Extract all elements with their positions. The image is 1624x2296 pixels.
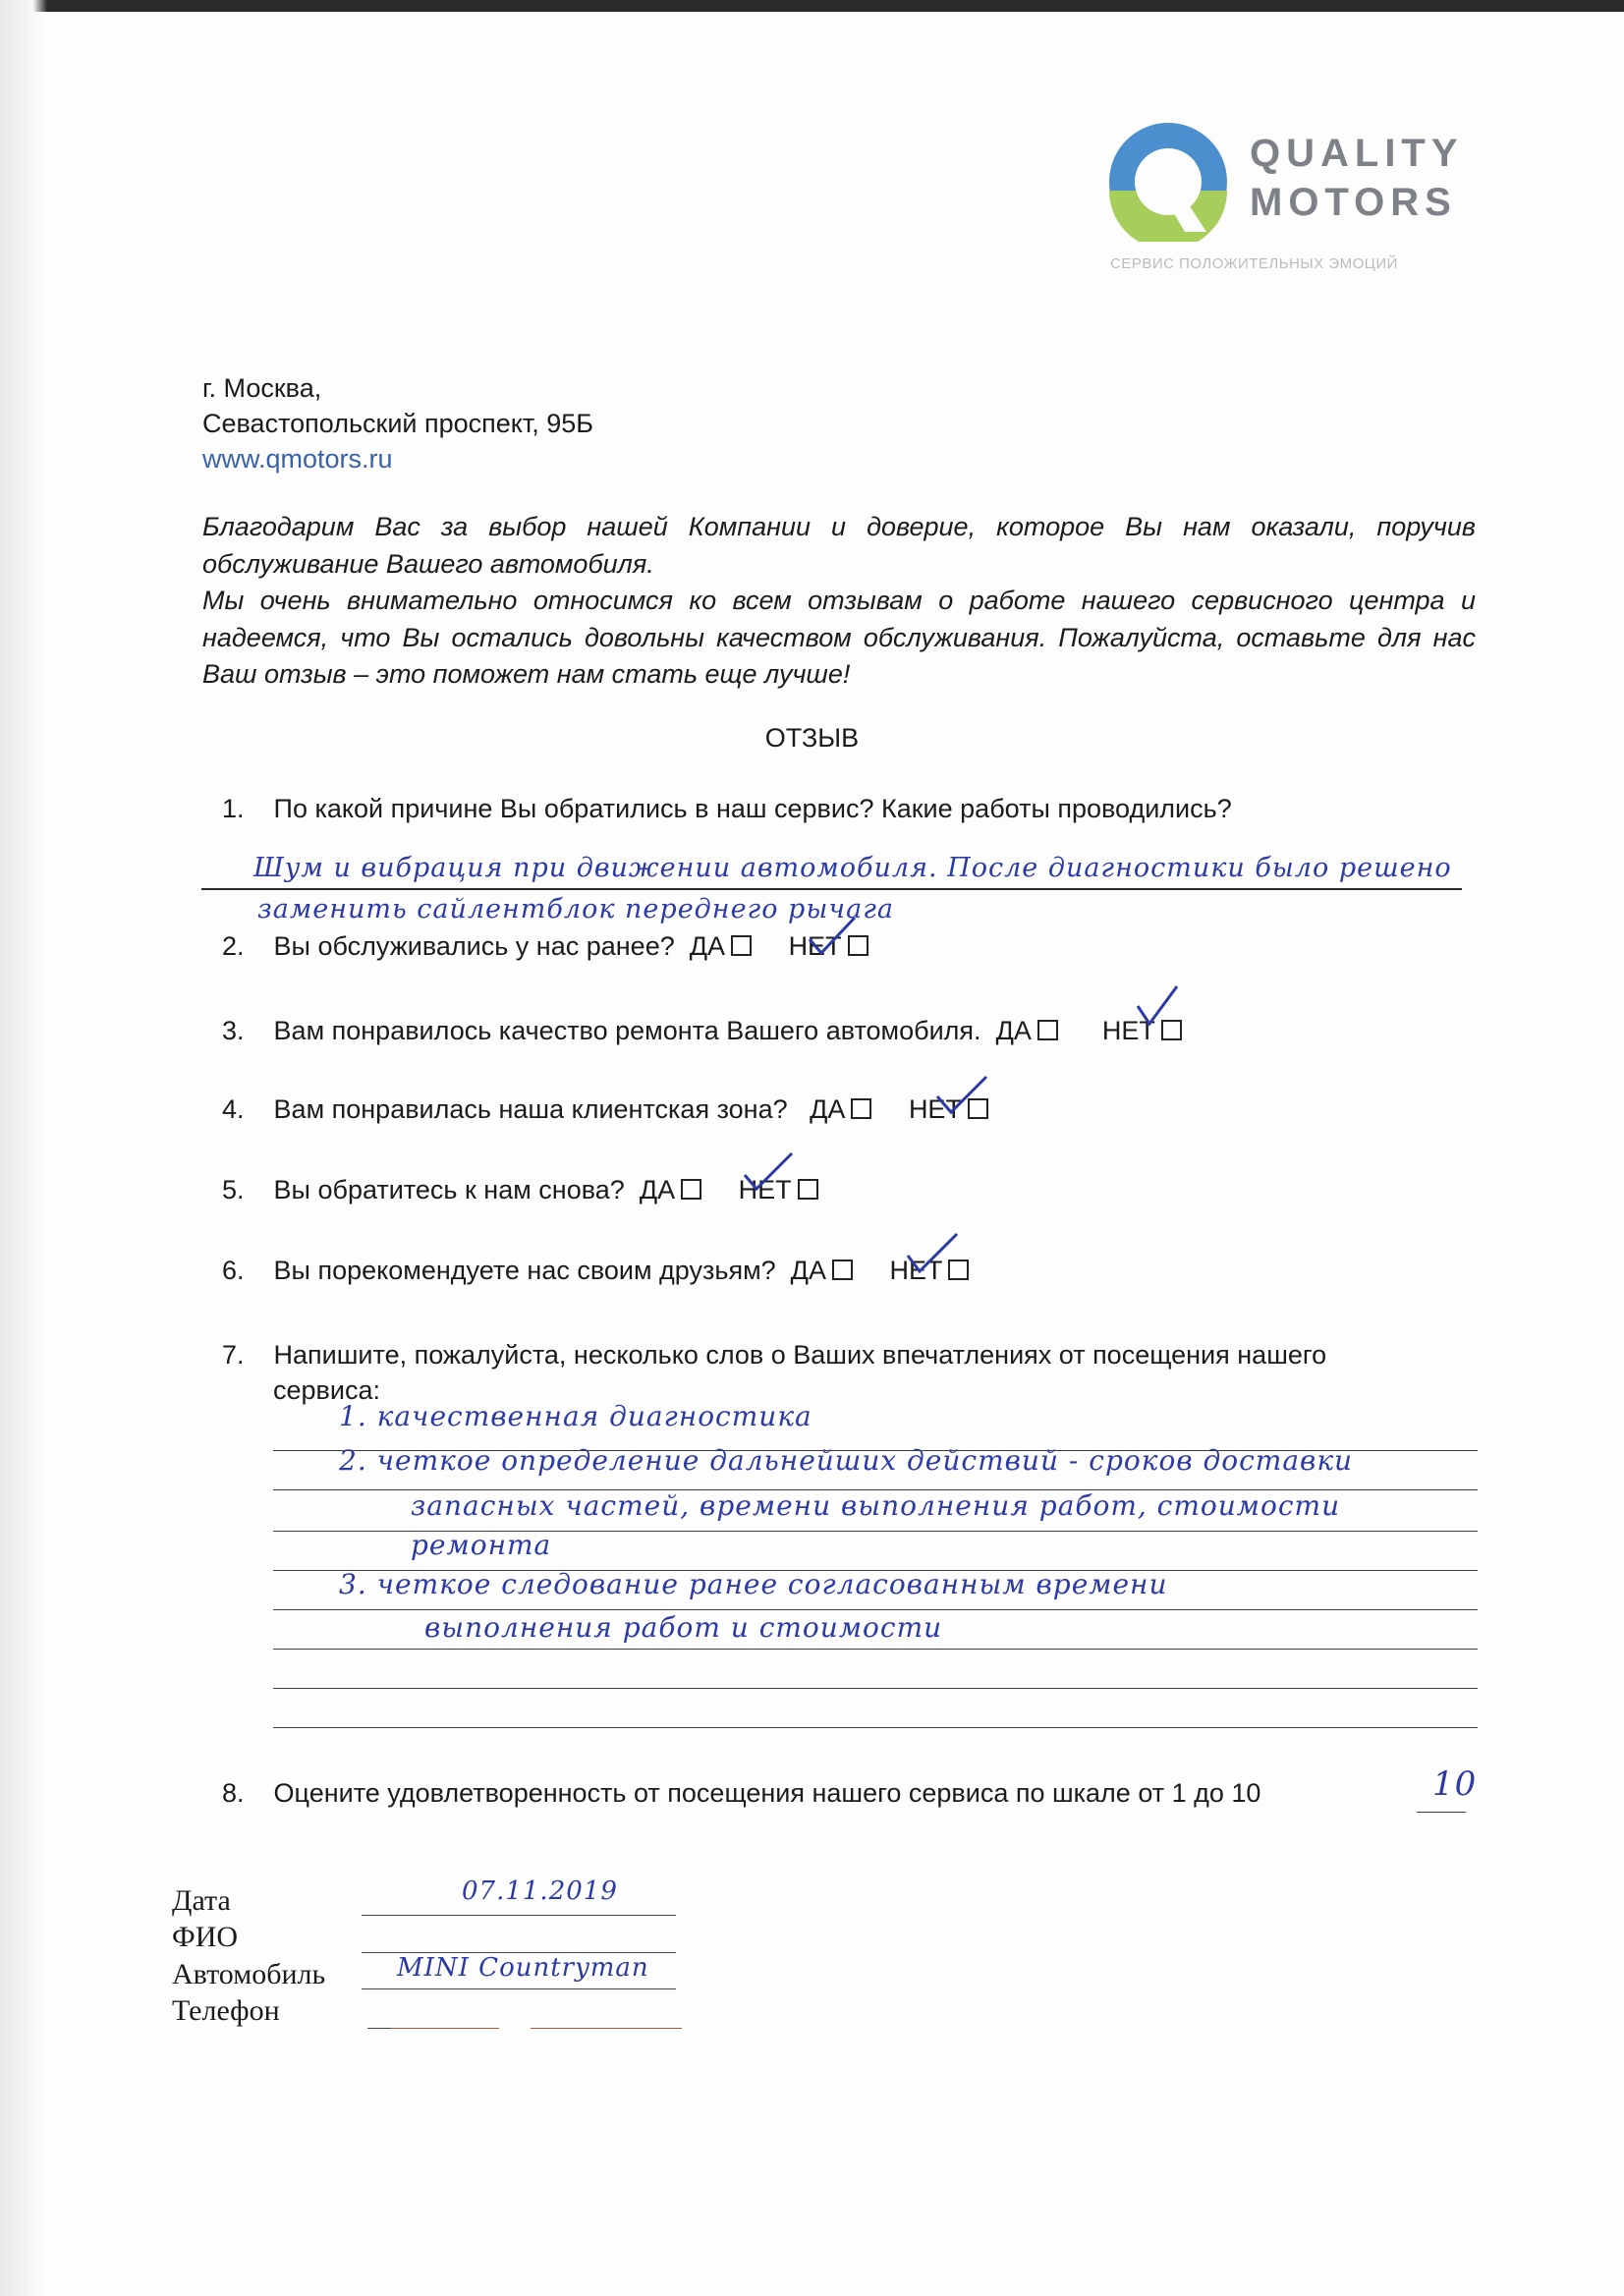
question-text: Оцените удовлетворенность от посещения нашего сервиса по шкале от 1 до 10 bbox=[273, 1778, 1261, 1808]
website-link[interactable]: www.qmotors.ru bbox=[202, 444, 393, 474]
yes-label: ДА bbox=[790, 1256, 826, 1285]
car-value: MINI Countryman bbox=[397, 1953, 649, 1983]
yes-checkbox[interactable] bbox=[832, 1260, 853, 1280]
brand-tagline: СЕРВИС ПОЛОЖИТЕЛЬНЫХ ЭМОЦИЙ bbox=[1110, 255, 1398, 272]
yes-checkbox[interactable] bbox=[731, 935, 752, 956]
checkmark-icon bbox=[902, 1230, 971, 1279]
no-label: НЕТ bbox=[788, 931, 842, 961]
intro-p1-line1: Благодарим Вас за выбор нашей Компании и доверие, которое Вы нам оказали, поручив bbox=[202, 512, 1476, 541]
question-number: 3. bbox=[222, 1016, 245, 1045]
address-city: г. Москва, bbox=[202, 373, 322, 403]
no-label: НЕТ bbox=[738, 1175, 792, 1204]
answer-line bbox=[273, 1609, 1478, 1610]
address-street: Севастопольский проспект, 95Б bbox=[202, 409, 594, 438]
rating-value: 10 bbox=[1432, 1764, 1478, 1804]
question-3 bbox=[222, 1016, 1182, 1046]
question-5 bbox=[222, 1175, 818, 1205]
question-6 bbox=[222, 1256, 969, 1286]
question-text: По какой причине Вы обратились в наш сервис? Какие работы проводились? bbox=[273, 794, 1232, 823]
q-logo-icon bbox=[1108, 122, 1228, 242]
question-4 bbox=[222, 1094, 988, 1125]
answer-line bbox=[273, 1727, 1478, 1728]
date-line bbox=[362, 1915, 676, 1916]
intro-p1-line2: обслуживание Вашего автомобиля. bbox=[202, 548, 654, 579]
answer-line bbox=[273, 1688, 1478, 1689]
brand-name-line1: QUALITY bbox=[1250, 132, 1464, 175]
checkmark-icon bbox=[804, 914, 872, 963]
question-number: 2. bbox=[222, 931, 245, 961]
question-number: 8. bbox=[222, 1778, 245, 1808]
question-number: 7. bbox=[222, 1340, 245, 1370]
car-line bbox=[362, 1988, 676, 1989]
question-text: Вам понравилось качество ремонта Вашего автомобиля. bbox=[273, 1016, 981, 1045]
answer-7-line6: выполнения работ и стоимости bbox=[424, 1611, 943, 1644]
name-label: ФИО bbox=[172, 1921, 239, 1953]
question-text: Напишите, пожалуйста, несколько слов о Ваших впечатлениях от посещения нашего bbox=[273, 1340, 1327, 1370]
brand-name-line2: MOTORS bbox=[1250, 181, 1457, 224]
question-7 bbox=[222, 1340, 1326, 1371]
checkmark-icon bbox=[1130, 984, 1199, 1034]
answer-line bbox=[273, 1649, 1478, 1650]
answer-line bbox=[201, 888, 1462, 890]
question-2 bbox=[222, 931, 868, 962]
yes-checkbox[interactable] bbox=[681, 1179, 701, 1200]
no-label: НЕТ bbox=[889, 1256, 943, 1285]
checkmark-icon bbox=[739, 1148, 808, 1197]
scan-edge-left bbox=[0, 0, 47, 2296]
phone-label: Телефон bbox=[172, 1994, 280, 2027]
yes-checkbox[interactable] bbox=[1037, 1020, 1058, 1040]
question-number: 4. bbox=[222, 1094, 245, 1124]
yes-label: ДА bbox=[689, 931, 726, 961]
yes-checkbox[interactable] bbox=[851, 1098, 871, 1119]
checkmark-icon bbox=[931, 1073, 1000, 1122]
no-label: НЕТ bbox=[908, 1094, 962, 1124]
quality-motors-logo bbox=[1108, 122, 1482, 279]
car-label: Автомобиль bbox=[172, 1958, 326, 1990]
date-label: Дата bbox=[172, 1884, 231, 1917]
yes-label: ДА bbox=[639, 1175, 676, 1204]
question-text: Вы порекомендуете нас своим друзьям? bbox=[273, 1256, 776, 1285]
question-number: 6. bbox=[222, 1256, 245, 1285]
date-value: 07.11.2019 bbox=[462, 1876, 618, 1906]
intro-p2: Мы очень внимательно относимся ко всем отзывам о работе нашего сервисного центра и надеемся, что Вы остались довольны качеством обслуживания. Пожалуйста, оставьте для нас Ваш отзыв – это поможет нам стать еще лучше! bbox=[202, 586, 1476, 689]
question-number: 5. bbox=[222, 1175, 245, 1204]
question-1 bbox=[222, 794, 1232, 824]
no-label: НЕТ bbox=[1101, 1016, 1155, 1045]
scan-edge-top bbox=[0, 0, 1624, 12]
answer-7-line1: 1. качественная диагностика bbox=[339, 1400, 812, 1432]
answer-1-line1: Шум и вибрация при движении автомобиля. После диагностики было решено bbox=[253, 853, 1452, 883]
intro-text bbox=[202, 509, 1476, 694]
question-text: Вы обслуживались у нас ранее? bbox=[273, 931, 675, 961]
answer-7-line3: запасных частей, времени выполнения работ, стоимости bbox=[411, 1489, 1341, 1522]
answer-7-line2: 2. четкое определение дальнейших действий - сроков доставки bbox=[339, 1444, 1354, 1477]
question-text: Вы обратитесь к нам снова? bbox=[273, 1175, 625, 1204]
answer-1-line2: заменить сайлентблок переднего рычага bbox=[257, 894, 894, 924]
question-8 bbox=[222, 1778, 1260, 1809]
answer-7-line5: 3. четкое следование ранее согласованным времени bbox=[339, 1568, 1168, 1600]
question-number: 1. bbox=[222, 794, 245, 823]
rating-line bbox=[1417, 1812, 1466, 1813]
answer-7-line4: ремонта bbox=[411, 1529, 552, 1561]
phone-line bbox=[367, 2028, 391, 2029]
phone-line bbox=[391, 2028, 499, 2029]
question-text: Вам понравилась наша клиентская зона? bbox=[273, 1094, 788, 1124]
form-title: ОТЗЫВ bbox=[764, 723, 860, 753]
yes-label: ДА bbox=[810, 1094, 846, 1124]
question-7-line2: сервиса: bbox=[273, 1375, 380, 1405]
yes-label: ДА bbox=[995, 1016, 1032, 1045]
phone-line bbox=[531, 2028, 682, 2029]
